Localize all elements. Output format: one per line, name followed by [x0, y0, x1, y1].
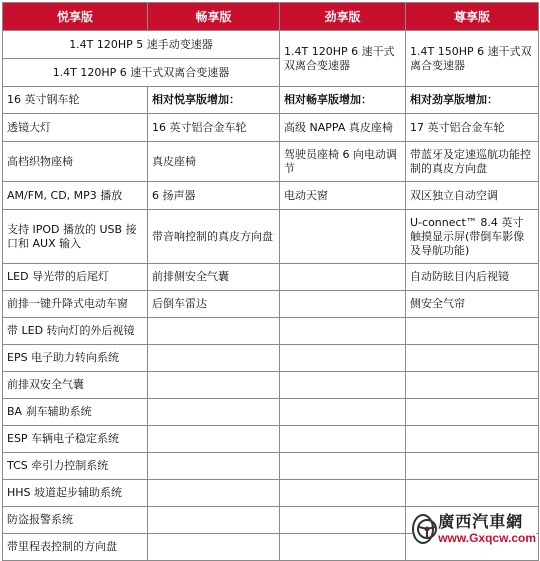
cell [280, 291, 406, 318]
cell: HHS 坡道起步辅助系统 [3, 480, 148, 507]
table-row [3, 114, 539, 142]
steering-wheel-logo-icon [412, 514, 434, 544]
cell [280, 318, 406, 345]
cell [148, 426, 280, 453]
cell [148, 480, 280, 507]
cell: 相对劲享版增加： [406, 87, 539, 114]
cell: 前排一键升降式电动车窗 [3, 291, 148, 318]
cell: 双区独立自动空调 [406, 182, 539, 210]
cell [280, 372, 406, 399]
header-jin: 劲享版 [280, 3, 406, 31]
cell: LED 导光带的后尾灯 [3, 264, 148, 291]
header-zun: 尊享版 [406, 3, 539, 31]
cell [280, 210, 406, 264]
cell [280, 480, 406, 507]
cell: 真皮座椅 [148, 142, 280, 182]
table-row [3, 182, 539, 210]
engine-row-1 [3, 31, 539, 59]
cell: 带音响控制的真皮方向盘 [148, 210, 280, 264]
cell: 侧安全气帘 [406, 291, 539, 318]
cell [406, 453, 539, 480]
watermark-name: 廣西汽車網 [438, 512, 524, 531]
table-row [3, 142, 539, 182]
table-row [3, 453, 539, 480]
cell: 高级 NAPPA 真皮座椅 [280, 114, 406, 142]
cell: TCS 牵引力控制系统 [3, 453, 148, 480]
cell: 相对悦享版增加： [148, 87, 280, 114]
cell: BA 刹车辅助系统 [3, 399, 148, 426]
header-chang: 畅享版 [148, 3, 280, 31]
cell: 16 英寸钢车轮 [3, 87, 148, 114]
watermark-url: www.Gxqcw.com [438, 531, 536, 545]
trim-comparison-table [2, 2, 539, 561]
cell: 带蓝牙及定速巡航功能控制的真皮方向盘 [406, 142, 539, 182]
cell [280, 399, 406, 426]
table-row [3, 291, 539, 318]
table-row [3, 345, 539, 372]
cell [148, 372, 280, 399]
cell [280, 264, 406, 291]
cell: 16 英寸铝合金车轮 [148, 114, 280, 142]
cell [148, 453, 280, 480]
cell: 电动天窗 [280, 182, 406, 210]
engine-yue-dct: 1.4T 120HP 6 速干式双离合变速器 [3, 59, 280, 87]
table-row [3, 210, 539, 264]
cell: AM/FM, CD, MP3 播放 [3, 182, 148, 210]
cell: 带 LED 转向灯的外后视镜 [3, 318, 148, 345]
site-watermark [412, 512, 536, 546]
cell: 17 英寸铝合金车轮 [406, 114, 539, 142]
cell: 支持 IPOD 播放的 USB 接口和 AUX 输入 [3, 210, 148, 264]
cell [148, 399, 280, 426]
cell [280, 534, 406, 561]
cell: ESP 车辆电子稳定系统 [3, 426, 148, 453]
table-row [3, 480, 539, 507]
cell: 6 扬声器 [148, 182, 280, 210]
table-row [3, 372, 539, 399]
cell [280, 453, 406, 480]
cell [148, 345, 280, 372]
cell: 高档织物座椅 [3, 142, 148, 182]
header-yue: 悦享版 [3, 3, 148, 31]
cell: 带里程表控制的方向盘 [3, 534, 148, 561]
cell [280, 507, 406, 534]
cell [148, 507, 280, 534]
engine-yue-manual: 1.4T 120HP 5 速手动变速器 [3, 31, 280, 59]
cell [406, 426, 539, 453]
cell: EPS 电子助力转向系统 [3, 345, 148, 372]
table-row [3, 399, 539, 426]
cell: 前排双安全气囊 [3, 372, 148, 399]
cell: 自动防眩目内后视镜 [406, 264, 539, 291]
cell: 相对畅享版增加： [280, 87, 406, 114]
table-row [3, 264, 539, 291]
cell: 前排侧安全气囊 [148, 264, 280, 291]
cell [406, 399, 539, 426]
cell: 防盗报警系统 [3, 507, 148, 534]
engine-zun: 1.4T 150HP 6 速干式双离合变速器 [406, 31, 539, 87]
cell [148, 318, 280, 345]
header-row [3, 3, 539, 31]
cell: U-connect™ 8.4 英寸触摸显示屏(带倒车影像及导航功能) [406, 210, 539, 264]
cell [280, 345, 406, 372]
table-row [3, 318, 539, 345]
engine-jin: 1.4T 120HP 6 速干式双离合变速器 [280, 31, 406, 87]
cell: 透镜大灯 [3, 114, 148, 142]
cell: 后倒车雷达 [148, 291, 280, 318]
cell [406, 318, 539, 345]
cell [406, 345, 539, 372]
cell [406, 480, 539, 507]
cell [406, 372, 539, 399]
table-row [3, 87, 539, 114]
cell [280, 426, 406, 453]
cell [148, 534, 280, 561]
cell: 驾驶员座椅 6 向电动调节 [280, 142, 406, 182]
table-row [3, 426, 539, 453]
